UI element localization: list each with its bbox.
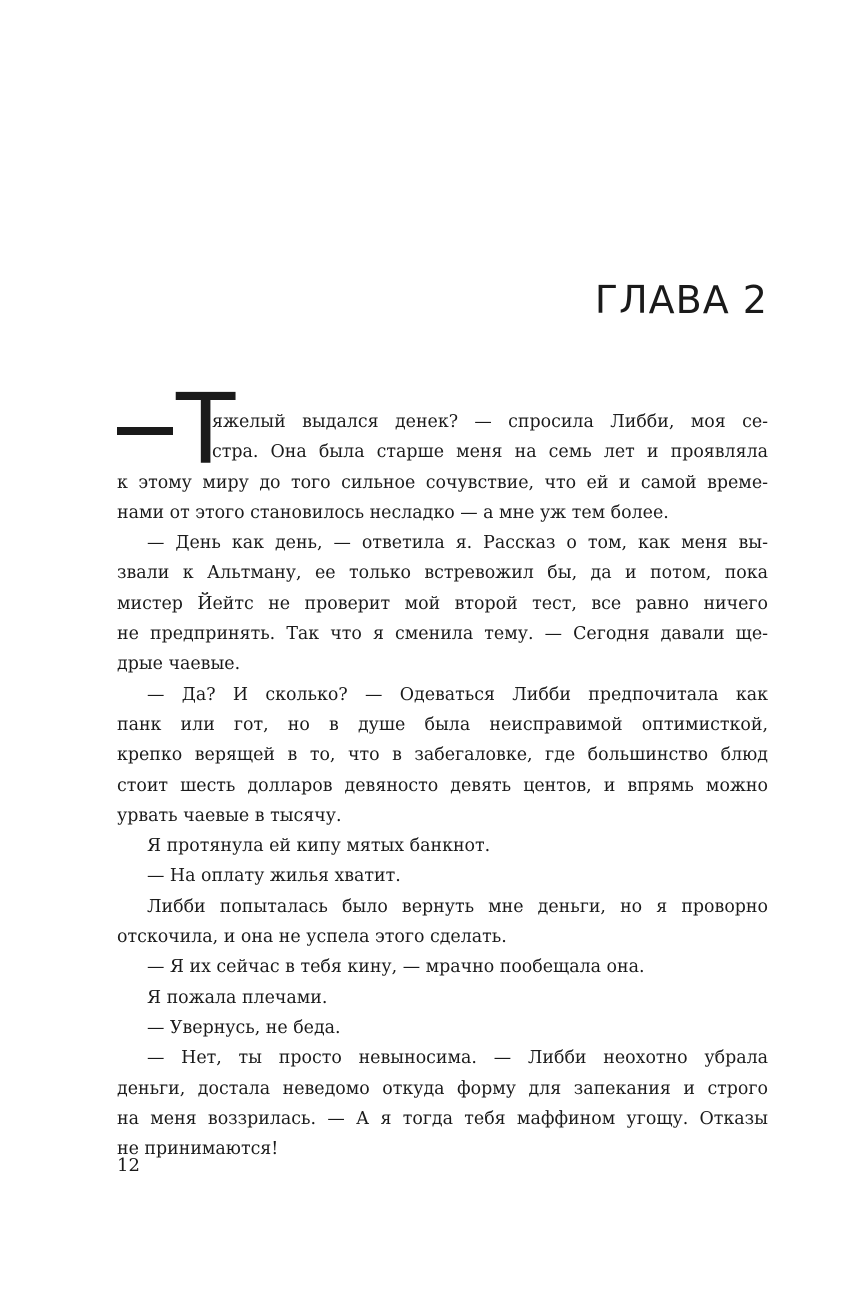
text-line: на меня воззрилась. — А я тогда тебя маффином угощу. Отказы — [117, 1108, 768, 1129]
text-line: — Увернусь, не беда. — [147, 1017, 341, 1038]
text-line: — Нет, ты просто невыносима. — Либби неохотно убрала — [147, 1048, 768, 1069]
page-number: 12 — [117, 1155, 140, 1176]
chapter-title: ГЛАВА 2 — [594, 278, 768, 322]
text-line: деньги, достала неведомо откуда форму для запекания и строго — [117, 1078, 768, 1099]
text-line: — На оплату жилья хватит. — [147, 866, 401, 887]
text-line: не предпринять. Так что я сменила тему. — Сегодня давали ще- — [117, 624, 768, 645]
text-line: крепко верящей в то, что в забегаловке, где большинство блюд — [117, 745, 768, 766]
text-line: дрые чаевые. — [117, 654, 241, 675]
text-line: яжелый выдался денек? — спросила Либби, моя се- — [212, 412, 768, 432]
text-line: звали к Альтману, ее только встревожил бы, да и потом, пока — [117, 563, 768, 584]
text-line: Я протянула ей кипу мятых банкнот. — [147, 836, 491, 857]
text-line: — Да? И сколько? — Одеваться Либби предпочитала как — [147, 684, 768, 705]
text-line: нами от этого становилось несладко — а мне уж тем более. — [117, 502, 669, 523]
drop-cap-dash — [117, 427, 173, 435]
drop-cap-letter: Т — [176, 373, 236, 486]
text-line: не принимаются! — [117, 1139, 279, 1160]
text-line: урвать чаевые в тысячу. — [117, 805, 342, 826]
text-line: стоит шесть долларов девяносто девять центов, и впрямь можно — [117, 775, 768, 796]
text-line: мистер Йейтс не проверит мой второй тест, все равно ничего — [117, 593, 768, 614]
text-line: — Я их сейчас в тебя кину, — мрачно пообещала она. — [147, 957, 645, 978]
chapter-body — [117, 373, 768, 1164]
text-line: Я пожала плечами. — [147, 987, 328, 1008]
text-line: — День как день, — ответила я. Рассказ о том, как меня вы- — [147, 533, 768, 554]
text-line: панк или гот, но в душе была неисправимой оптимисткой, — [117, 714, 768, 735]
text-line: стра. Она была старше меня на семь лет и проявляла — [212, 442, 768, 463]
text-line: Либби попыталась было вернуть мне деньги, но я проворно — [147, 896, 768, 917]
text-line: к этому миру до того сильное сочувствие, что ей и самой време- — [117, 472, 768, 493]
text-line: отскочила, и она не успела этого сделать. — [117, 927, 507, 948]
